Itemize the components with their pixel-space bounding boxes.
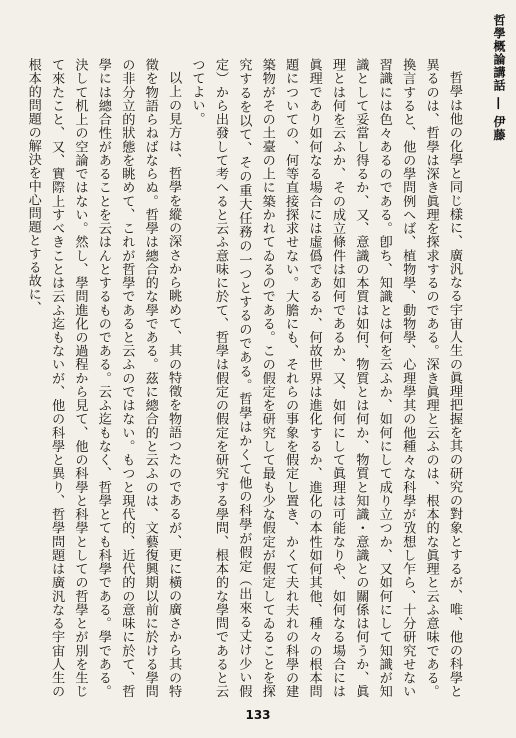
main-text-block — [25, 58, 466, 698]
paragraph-1: 哲學は他の化學と同じ樣に、廣汎なる宇宙人生の眞理把握を其の研究の對象とするが、唯、他の科學と異るのは、哲學は深き眞理を探求するのである。深き眞理と云ふのは、根本的な眞理と云ふ意味である。換言すると、他の學問例へば、植物學、動物學、心理學其の他種々な科學が攷想し乍ら、十分研究せない習識には色々あるのである。卽ち、知識とは何を云ふか、如何にして成り立つか、又如何にして知識が知識として妥當し得るか、又、意識の本質は如何、物質とは何か、物質と知識・意識との關係は何うか、眞理とは何を云ふか、その成立條件は如何であるか、又、如何にして眞理は可能なりや、如何なる場合には眞理であり如何なる場合には虛僞であるか、何故世界は進化するか、進化の本性如何其他、種々の根本問題についての、何等直接探求せない。大膽にも、それらの事象を假定し置き、かくて夫れ夫れの科學の建築物がその土臺の上に築かれてゐるのである。この假定を研究して最も少な假定が假定してゐることを探究するを以て、その重大任務の一つとするのである。哲學はかくて他の科學が假定（出來る丈け少い假定）から出發して考へると云ふ意味に於て、哲學は假定の假定を研究する學問、根本的な學問であると云つてよい。 — [189, 58, 462, 698]
running-header: 哲學概論講話 ― 伊藤 — [492, 14, 506, 142]
paragraph-2: 以上の見方は、哲學を縱の深さから眺めて、其の特徵を物語つたのであるが、更に橫の廣さから其の特徵を物語らねばならぬ。哲學は總合的な學である。茲に總合的と云ふのは、文藝復興期以前に於ける學問の非分立的狀態を眺めて、これが哲學であると云ふのではない。もつと現代的、近代的の意味に於て、哲學には總合性があることを云はんとするものである。云ふ迄もなく、哲學とても科學である。學である。決して机上の空論ではない。然し、學問進化の過程から見て、他の科學と科學としての哲學とが別を生じて來たこと、又、實際上すべきことは云ふ迄もないが、他の科學と異り、哲學問題は廣汎なる宇宙人生の根本的問題の解決を中心問題とする故に、 — [25, 58, 182, 698]
page-number: 133 — [245, 708, 271, 722]
